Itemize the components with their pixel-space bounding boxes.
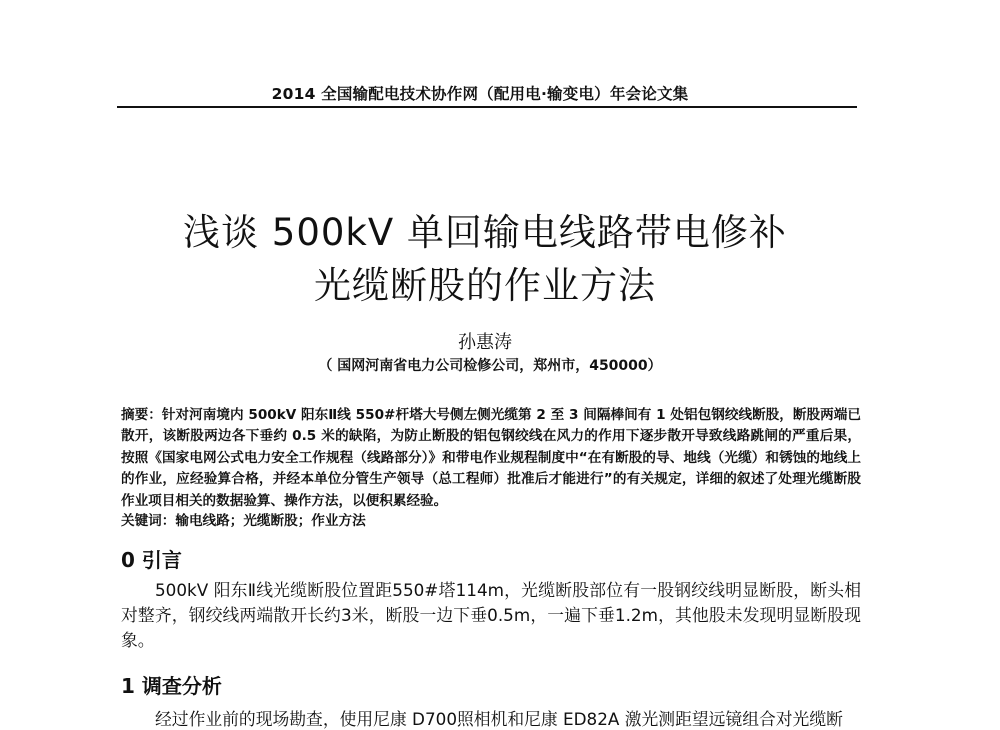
- section-heading-introduction: 0 引言: [121, 548, 182, 572]
- author-affiliation: （ 国网河南省电力公司检修公司，郑州市，450000）: [318, 358, 662, 374]
- header-rule: [117, 106, 857, 108]
- abstract-label: 摘要：: [121, 407, 162, 423]
- keywords-text: 输电线路；光缆断股；作业方法: [175, 513, 366, 529]
- author-name: 孙惠涛: [458, 332, 512, 353]
- introduction-text: 500kV 阳东Ⅱ线光缆断股位置距550#塔114m，光缆断股部位有一股钢绞线明显断股，断头相对整齐，钢绞线两端散开长约3米，断股一边下垂0.5m，一遍下垂1.2m，其他股未发现明显断股现象。: [121, 580, 861, 650]
- paper-title-line-2: 光缆断股的作业方法: [314, 264, 656, 307]
- analysis-paragraph-partial: 经过作业前的现场勘查，使用尼康 D700照相机和尼康 ED82A 激光测距望远镜组合对光缆断: [155, 709, 843, 729]
- keywords-label: 关键词：: [121, 513, 176, 529]
- abstract: [121, 405, 861, 512]
- introduction-paragraph: [121, 578, 861, 653]
- abstract-text: 针对河南境内 500kV 阳东Ⅱ线 550#杆塔大号侧左侧光缆第 2 至 3 间隔棒间有 1 处铝包钢绞线断股，断股两端已散开，该断股两边各下垂约 0.5 米的缺陷，为防止断股的铝包钢绞线在风力的作用下逐步散开导致线路跳闸的严重后果，按照《国家电网公式电力安全工作规程（线路部分）》和带电作业规程制度中“在有断股的导、地线（光缆）和锈蚀的地线上的作业，应经验算合格，并经本单位分管生产领导（总工程师）批准后才能进行”的有关规定，详细的叙述了处理光缆断股作业项目相关的数据验算、操作方法，以便积累经验。: [121, 407, 862, 509]
- keywords: [121, 509, 861, 529]
- paper-title-line-1: 浅谈 500kV 单回输电线路带电修补: [183, 211, 787, 254]
- section-heading-analysis: 1 调查分析: [121, 674, 222, 698]
- running-header: 2014 全国输配电技术协作网（配用电·输变电）年会论文集: [271, 85, 689, 103]
